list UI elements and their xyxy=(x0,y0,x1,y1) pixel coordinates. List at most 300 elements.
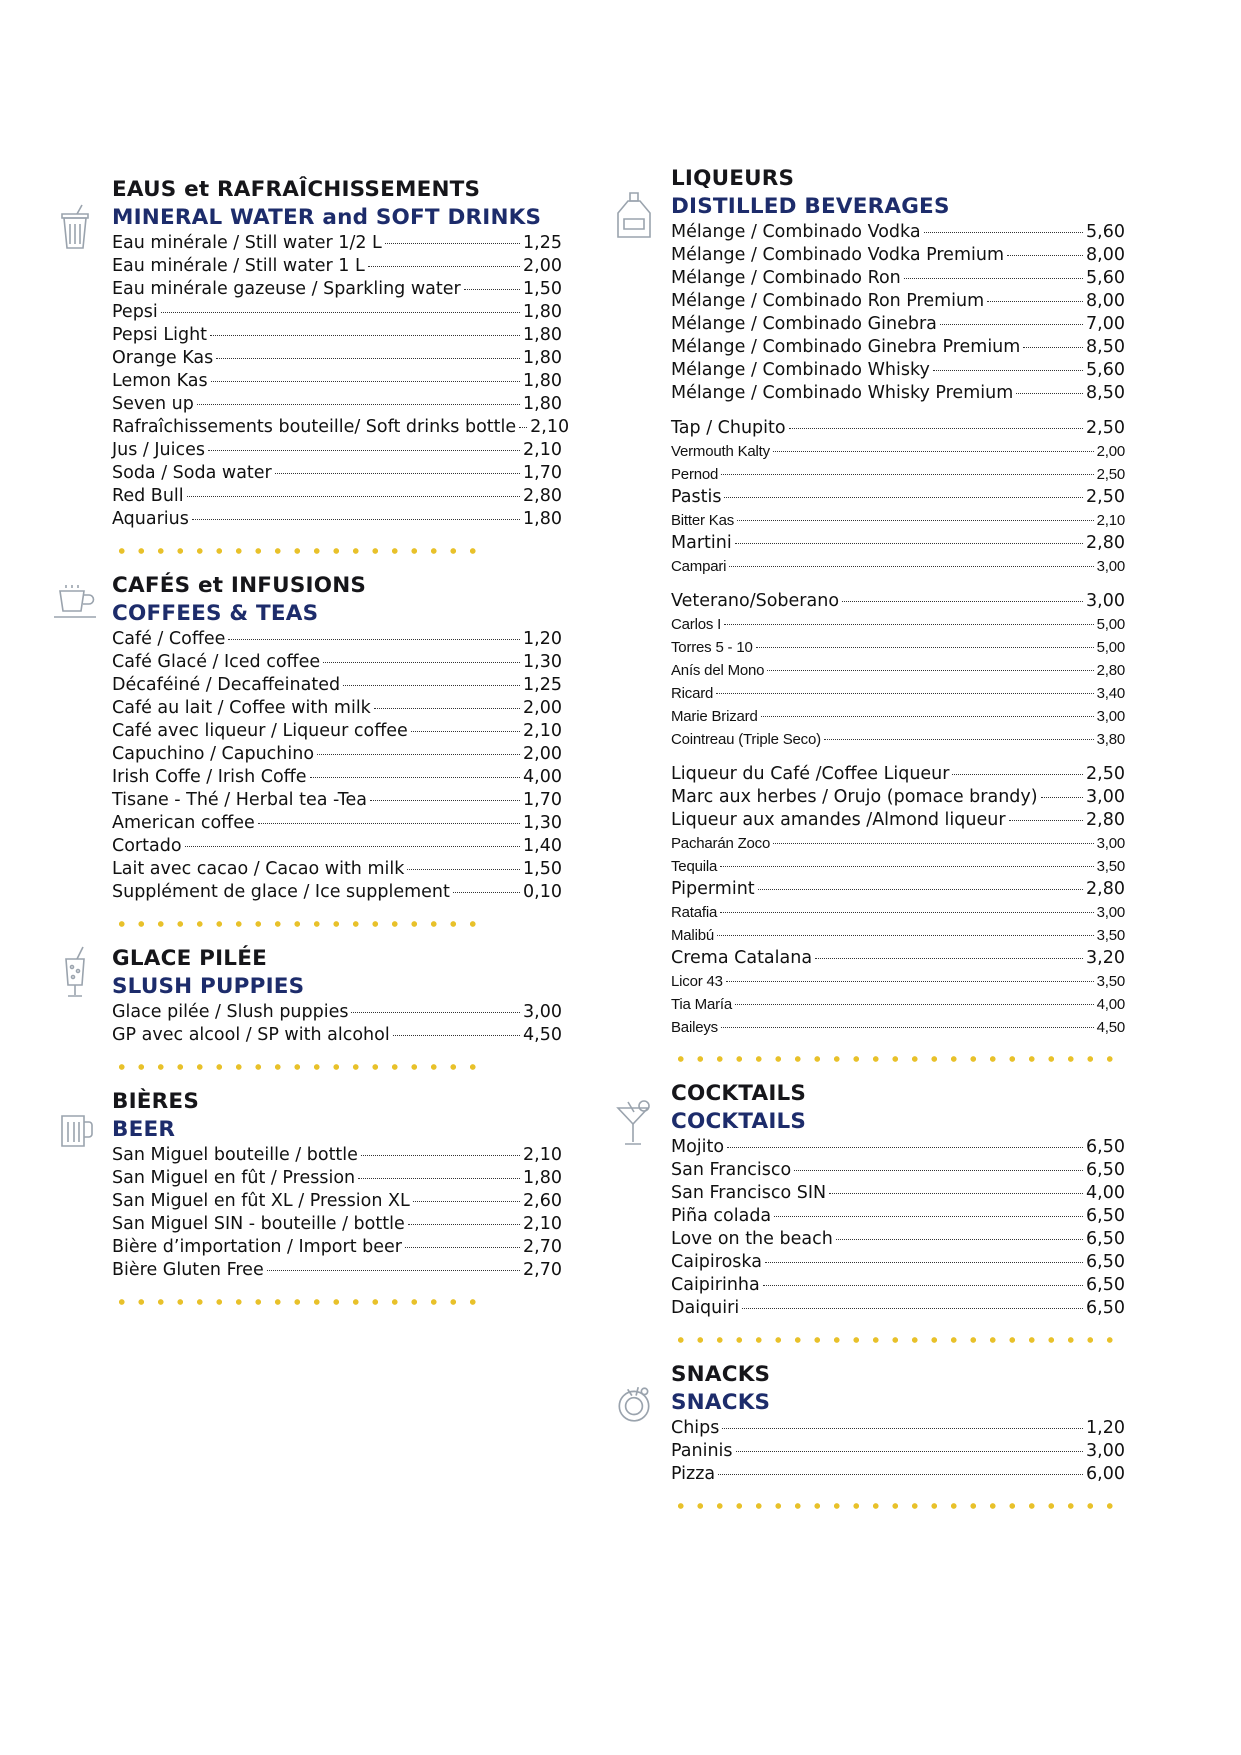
item-price: 1,70 xyxy=(523,463,562,483)
menu-item xyxy=(671,290,1125,313)
dot-leader xyxy=(742,1308,1083,1309)
item-name: Cointreau (Triple Seco) xyxy=(671,731,821,748)
dot-leader xyxy=(721,474,1093,475)
item-name: GP avec alcool / SP with alcohol xyxy=(112,1025,390,1045)
dot-leader xyxy=(794,1170,1083,1171)
item-name: Anís del Mono xyxy=(671,662,765,679)
item-price: 3,50 xyxy=(1096,858,1125,875)
dot-leader xyxy=(453,892,520,893)
item-name: Tap / Chupito xyxy=(671,418,786,438)
item-price: 2,10 xyxy=(523,1145,562,1165)
item-price: 3,50 xyxy=(1096,927,1125,944)
dot-leader xyxy=(933,370,1083,371)
dot-leader xyxy=(722,1428,1083,1429)
item-name: Malibú xyxy=(671,927,714,944)
item-price: 2,10 xyxy=(1096,512,1125,529)
item-name: Ratafia xyxy=(671,904,718,921)
dot-leader xyxy=(361,1155,520,1156)
dot-leader xyxy=(267,1270,520,1271)
dot-leader xyxy=(735,543,1083,544)
dot-leader xyxy=(208,450,520,451)
item-name: Mélange / Combinado Whisky Premium xyxy=(671,383,1014,403)
section-title-en: COFFEES & TEAS xyxy=(112,601,319,626)
item-name: Tia María xyxy=(671,996,732,1013)
dot-leader xyxy=(310,777,521,778)
dot-leader xyxy=(228,639,520,640)
section-title-en: COCKTAILS xyxy=(671,1109,807,1134)
menu-item xyxy=(671,970,1125,993)
dot-leader xyxy=(197,404,520,405)
menu-item xyxy=(671,1205,1125,1228)
menu-item xyxy=(112,697,562,720)
item-name: Cortado xyxy=(112,836,182,856)
dot-leader xyxy=(904,278,1083,279)
item-price: 4,50 xyxy=(523,1025,562,1045)
menu-item xyxy=(112,462,562,485)
dot-leader xyxy=(374,708,520,709)
item-price: 3,80 xyxy=(1096,731,1125,748)
menu-item xyxy=(671,705,1125,728)
item-price: 3,00 xyxy=(1096,835,1125,852)
dot-leader xyxy=(210,335,520,336)
menu-item xyxy=(112,674,562,697)
menu-item xyxy=(671,417,1125,440)
menu-item xyxy=(671,336,1125,359)
menu-item xyxy=(112,858,562,881)
dot-leader xyxy=(717,935,1094,936)
item-price: 2,10 xyxy=(530,417,570,437)
dot-leader xyxy=(773,843,1093,844)
section-title-fr: SNACKS xyxy=(671,1362,771,1387)
item-price: 2,00 xyxy=(1096,443,1125,460)
item-name: Rafraîchissements bouteille/ Soft drinks bottle xyxy=(112,417,517,437)
item-name: Bière Gluten Free xyxy=(112,1260,264,1280)
section-bieres xyxy=(112,1088,562,1282)
item-price: 1,80 xyxy=(523,371,562,391)
item-price: 3,00 xyxy=(1086,591,1125,611)
dot-leader xyxy=(464,289,520,290)
dot-leader xyxy=(737,520,1094,521)
item-price: 2,80 xyxy=(523,486,562,506)
item-name: San Miguel SIN - bouteille / bottle xyxy=(112,1214,405,1234)
menu-item xyxy=(671,1016,1125,1039)
menu-item xyxy=(671,901,1125,924)
dot-leader xyxy=(211,381,520,382)
item-price: 2,80 xyxy=(1086,810,1125,830)
dot-leader xyxy=(716,693,1093,694)
item-price: 2,80 xyxy=(1086,533,1125,553)
item-name: Jus / Juices xyxy=(112,440,206,460)
item-price: 8,50 xyxy=(1086,383,1125,403)
beer-mug-icon xyxy=(54,1110,96,1150)
item-price: 6,50 xyxy=(1086,1229,1125,1249)
item-price: 6,00 xyxy=(1086,1464,1125,1484)
item-name: San Miguel en fût XL / Pression XL xyxy=(112,1191,410,1211)
section-glace xyxy=(112,945,562,1047)
menu-list xyxy=(112,628,562,904)
section-title-en: MINERAL WATER and SOFT DRINKS xyxy=(112,205,542,230)
dot-leader xyxy=(767,670,1093,671)
item-price: 7,00 xyxy=(1086,314,1125,334)
dot-leader xyxy=(413,1201,520,1202)
snack-bowl-icon xyxy=(613,1383,655,1425)
menu-list xyxy=(112,1144,562,1282)
liquor-bottle-icon xyxy=(613,191,655,241)
item-name: Eau minérale gazeuse / Sparkling water xyxy=(112,279,461,299)
menu-item xyxy=(112,301,562,324)
item-price: 2,10 xyxy=(523,1214,562,1234)
item-name: San Francisco SIN xyxy=(671,1183,827,1203)
item-name: Seven up xyxy=(112,394,194,414)
dot-leader xyxy=(343,685,520,686)
menu-item xyxy=(671,244,1125,267)
menu-item xyxy=(112,1236,562,1259)
menu-item xyxy=(671,1159,1125,1182)
item-name: Bière d’importation / Import beer xyxy=(112,1237,402,1257)
menu-item xyxy=(671,532,1125,555)
item-name: Orange Kas xyxy=(112,348,214,368)
item-price: 3,00 xyxy=(1086,787,1125,807)
item-name: Caipirinha xyxy=(671,1275,760,1295)
item-name: Marie Brizard xyxy=(671,708,758,725)
menu-item xyxy=(671,1182,1125,1205)
section-title-en: DISTILLED BEVERAGES xyxy=(671,194,950,219)
dotted-separator xyxy=(112,1299,482,1305)
menu-item xyxy=(112,743,562,766)
dot-leader xyxy=(1041,797,1083,798)
item-name: Chips xyxy=(671,1418,720,1438)
item-name: Marc aux herbes / Orujo (pomace brandy) xyxy=(671,787,1038,807)
item-price: 1,80 xyxy=(523,1168,562,1188)
item-name: Veterano/Soberano xyxy=(671,591,840,611)
menu-item xyxy=(671,221,1125,244)
menu-item xyxy=(671,313,1125,336)
item-name: Café Glacé / Iced coffee xyxy=(112,652,321,672)
dot-leader xyxy=(1007,255,1083,256)
menu-item xyxy=(112,416,570,439)
dot-leader xyxy=(773,451,1094,452)
item-price: 1,30 xyxy=(523,652,562,672)
item-price: 5,60 xyxy=(1086,360,1125,380)
menu-item xyxy=(112,1144,562,1167)
item-name: Campari xyxy=(671,558,727,575)
item-name: Café avec liqueur / Liqueur coffee xyxy=(112,721,408,741)
item-price: 4,50 xyxy=(1096,1019,1125,1036)
menu-item xyxy=(671,728,1125,751)
dot-leader xyxy=(192,519,520,520)
menu-item xyxy=(671,832,1125,855)
menu-item xyxy=(671,878,1125,901)
menu-item xyxy=(112,1190,562,1213)
item-name: San Miguel en fût / Pression xyxy=(112,1168,356,1188)
left-column xyxy=(112,176,570,1323)
dot-leader xyxy=(729,566,1093,567)
item-name: Lait avec cacao / Cacao with milk xyxy=(112,859,405,879)
menu-item xyxy=(112,1001,562,1024)
menu-item xyxy=(671,786,1125,809)
menu-item xyxy=(112,1259,562,1282)
item-name: Lemon Kas xyxy=(112,371,208,391)
menu-item xyxy=(671,763,1125,786)
item-price: 2,70 xyxy=(523,1260,562,1280)
item-name: Pacharán Zoco xyxy=(671,835,771,852)
item-name: Love on the beach xyxy=(671,1229,833,1249)
menu-item xyxy=(671,1417,1125,1440)
item-price: 1,70 xyxy=(523,790,562,810)
section-title-en: BEER xyxy=(112,1117,176,1142)
item-name: Pizza xyxy=(671,1464,716,1484)
item-price: 2,50 xyxy=(1096,466,1125,483)
dot-leader xyxy=(761,716,1094,717)
item-name: Liqueur du Café /Coffee Liqueur xyxy=(671,764,950,784)
dot-leader xyxy=(185,846,521,847)
dot-leader xyxy=(161,312,520,313)
coffee-cup-icon xyxy=(52,580,98,626)
menu-item xyxy=(112,835,562,858)
menu-item xyxy=(671,1251,1125,1274)
item-price: 1,40 xyxy=(523,836,562,856)
menu-item xyxy=(671,1228,1125,1251)
dot-leader xyxy=(735,1004,1094,1005)
dot-leader xyxy=(726,981,1094,982)
dot-leader xyxy=(1016,393,1083,394)
menu-item xyxy=(671,1440,1125,1463)
menu-item xyxy=(671,509,1125,532)
dot-leader xyxy=(385,243,520,244)
item-price: 1,50 xyxy=(523,859,562,879)
item-name: Licor 43 xyxy=(671,973,723,990)
menu-list xyxy=(671,417,1125,578)
menu-list xyxy=(112,1001,562,1047)
dot-leader xyxy=(216,358,520,359)
item-name: Mélange / Combinado Ginebra Premium xyxy=(671,337,1021,357)
dot-leader xyxy=(718,1474,1083,1475)
item-price: 2,10 xyxy=(523,721,562,741)
section-cafes xyxy=(112,572,562,904)
item-price: 2,50 xyxy=(1086,487,1125,507)
menu-item xyxy=(671,947,1125,970)
item-name: Mojito xyxy=(671,1137,725,1157)
dot-leader xyxy=(829,1193,1083,1194)
menu-item xyxy=(671,359,1125,382)
item-price: 3,00 xyxy=(1096,708,1125,725)
menu-item xyxy=(671,682,1125,705)
item-name: Mélange / Combinado Vodka xyxy=(671,222,921,242)
item-price: 1,20 xyxy=(523,629,562,649)
menu-list xyxy=(112,232,570,531)
item-price: 2,50 xyxy=(1086,418,1125,438)
dot-leader xyxy=(774,1216,1083,1217)
item-name: Pepsi xyxy=(112,302,158,322)
item-name: Crema Catalana xyxy=(671,948,813,968)
menu-item xyxy=(671,1297,1125,1320)
section-title-fr: COCKTAILS xyxy=(671,1081,807,1106)
dot-leader xyxy=(411,731,520,732)
dot-leader xyxy=(275,473,520,474)
dot-leader xyxy=(724,497,1083,498)
dotted-separator xyxy=(112,921,482,927)
item-name: Pastis xyxy=(671,487,722,507)
dot-leader xyxy=(358,1178,520,1179)
item-price: 6,50 xyxy=(1086,1160,1125,1180)
item-price: 2,00 xyxy=(523,698,562,718)
item-name: American coffee xyxy=(112,813,255,833)
item-name: Aquarius xyxy=(112,509,189,529)
menu-item xyxy=(112,766,562,789)
section-cocktails xyxy=(671,1080,1125,1320)
item-name: Mélange / Combinado Ron Premium xyxy=(671,291,985,311)
item-price: 6,50 xyxy=(1086,1275,1125,1295)
section-snacks xyxy=(671,1361,1125,1486)
item-name: Irish Coffe / Irish Coffe xyxy=(112,767,307,787)
menu-item xyxy=(671,555,1125,578)
section-liqueurs xyxy=(671,165,1125,1039)
menu-item xyxy=(112,347,562,370)
soft-drink-cup-icon xyxy=(54,204,96,250)
item-price: 4,00 xyxy=(1096,996,1125,1013)
section-title-fr: GLACE PILÉE xyxy=(112,946,267,971)
item-price: 3,00 xyxy=(1086,1441,1125,1461)
menu-item xyxy=(671,590,1125,613)
menu-item xyxy=(671,855,1125,878)
item-price: 2,10 xyxy=(523,440,562,460)
item-name: Piña colada xyxy=(671,1206,772,1226)
dot-leader xyxy=(924,232,1083,233)
menu-item xyxy=(112,232,562,255)
section-eaux xyxy=(112,176,570,531)
item-price: 1,25 xyxy=(523,233,562,253)
item-price: 1,80 xyxy=(523,348,562,368)
dotted-separator xyxy=(671,1337,1121,1343)
item-price: 3,50 xyxy=(1096,973,1125,990)
item-name: Supplément de glace / Ice supplement xyxy=(112,882,450,902)
item-price: 1,80 xyxy=(523,302,562,322)
item-name: Pipermint xyxy=(671,879,755,899)
item-name: Torres 5 - 10 xyxy=(671,639,753,656)
dot-leader xyxy=(952,774,1083,775)
menu-item xyxy=(671,613,1125,636)
item-name: Eau minérale / Still water 1/2 L xyxy=(112,233,382,253)
menu-item xyxy=(671,636,1125,659)
item-name: Mélange / Combinado Ginebra xyxy=(671,314,937,334)
menu-item xyxy=(671,382,1125,405)
menu-item xyxy=(671,1136,1125,1159)
item-price: 5,60 xyxy=(1086,222,1125,242)
dot-leader xyxy=(519,427,527,428)
item-name: Eau minérale / Still water 1 L xyxy=(112,256,365,276)
menu-list xyxy=(671,590,1125,751)
item-name: Martini xyxy=(671,533,732,553)
item-name: Décaféiné / Decaffeinated xyxy=(112,675,341,695)
item-price: 6,50 xyxy=(1086,1206,1125,1226)
menu-item xyxy=(671,486,1125,509)
menu-item xyxy=(112,485,562,508)
item-name: Liqueur aux amandes /Almond liqueur xyxy=(671,810,1006,830)
dotted-separator xyxy=(671,1503,1121,1509)
menu-list xyxy=(671,763,1125,1039)
dot-leader xyxy=(789,428,1083,429)
menu-item xyxy=(112,393,562,416)
item-name: Carlos I xyxy=(671,616,722,633)
menu-item xyxy=(671,924,1125,947)
item-price: 1,50 xyxy=(523,279,562,299)
dot-leader xyxy=(370,800,520,801)
item-price: 8,00 xyxy=(1086,245,1125,265)
right-column xyxy=(671,165,1125,1527)
dot-leader xyxy=(351,1012,520,1013)
section-title-fr: LIQUEURS xyxy=(671,166,795,191)
dot-leader xyxy=(836,1239,1083,1240)
section-title-fr: EAUS et RAFRAÎCHISSEMENTS xyxy=(112,177,481,202)
item-name: Café / Coffee xyxy=(112,629,226,649)
menu-item xyxy=(671,1274,1125,1297)
dot-leader xyxy=(1009,820,1084,821)
item-name: Daiquiri xyxy=(671,1298,740,1318)
item-price: 2,00 xyxy=(523,744,562,764)
item-name: Mélange / Combinado Vodka Premium xyxy=(671,245,1004,265)
item-name: Mélange / Combinado Whisky xyxy=(671,360,930,380)
item-name: Tequila xyxy=(671,858,718,875)
dot-leader xyxy=(763,1285,1083,1286)
dot-leader xyxy=(721,1027,1094,1028)
item-price: 6,50 xyxy=(1086,1137,1125,1157)
item-name: Soda / Soda water xyxy=(112,463,272,483)
item-price: 1,80 xyxy=(523,325,562,345)
dot-leader xyxy=(940,324,1083,325)
dot-leader xyxy=(323,662,520,663)
dotted-separator xyxy=(671,1056,1121,1062)
menu-item xyxy=(112,1167,562,1190)
item-price: 1,30 xyxy=(523,813,562,833)
menu-item xyxy=(112,324,562,347)
menu-item xyxy=(112,789,562,812)
item-price: 6,50 xyxy=(1086,1298,1125,1318)
item-price: 2,80 xyxy=(1086,879,1125,899)
menu-item xyxy=(671,267,1125,290)
menu-item xyxy=(112,720,562,743)
dot-leader xyxy=(1023,347,1083,348)
menu-item xyxy=(112,812,562,835)
section-title-fr: CAFÉS et INFUSIONS xyxy=(112,573,367,598)
section-title-en: SNACKS xyxy=(671,1390,771,1415)
item-name: Ricard xyxy=(671,685,714,702)
item-price: 2,60 xyxy=(523,1191,562,1211)
dot-leader xyxy=(720,866,1093,867)
item-price: 2,70 xyxy=(523,1237,562,1257)
menu-item xyxy=(112,1024,562,1047)
dotted-separator xyxy=(112,1064,482,1070)
dot-leader xyxy=(405,1247,520,1248)
item-price: 3,40 xyxy=(1096,685,1125,702)
menu-item xyxy=(112,651,562,674)
cocktail-glass-icon xyxy=(613,1100,655,1150)
item-price: 2,00 xyxy=(523,256,562,276)
dot-leader xyxy=(720,912,1093,913)
item-price: 1,80 xyxy=(523,394,562,414)
item-name: San Francisco xyxy=(671,1160,792,1180)
dot-leader xyxy=(736,1451,1084,1452)
dot-leader xyxy=(724,624,1094,625)
menu-list xyxy=(671,1417,1125,1486)
menu-item xyxy=(112,508,562,531)
menu-list xyxy=(671,221,1125,405)
item-name: Capuchino / Capuchino xyxy=(112,744,315,764)
menu-item xyxy=(671,659,1125,682)
item-price: 5,60 xyxy=(1086,268,1125,288)
dot-leader xyxy=(408,1224,520,1225)
item-name: Vermouth Kalty xyxy=(671,443,770,460)
menu-item xyxy=(112,278,562,301)
